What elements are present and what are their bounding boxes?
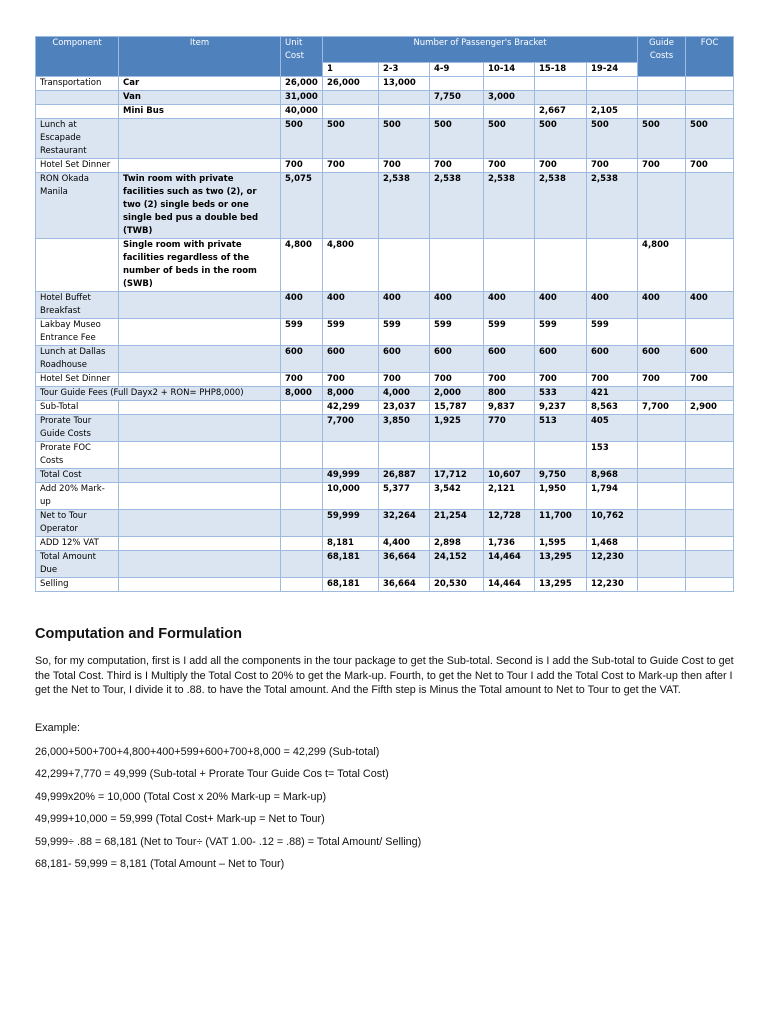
bracket-value-cell: 2,667: [535, 105, 587, 119]
bracket-value-cell: 26,887: [379, 469, 430, 483]
component-cell: Lakbay Museo Entrance Fee: [36, 319, 119, 346]
bracket-value-cell: 2,538: [379, 173, 430, 239]
unit-cost-cell: [281, 401, 323, 415]
example-label: Example:: [35, 721, 81, 734]
bracket-value-cell: [587, 91, 638, 105]
item-cell: [119, 401, 281, 415]
unit-cost-cell: [281, 442, 323, 469]
unit-cost-cell: 40,000: [281, 105, 323, 119]
bracket-value-cell: [430, 105, 484, 119]
bracket-value-cell: [379, 239, 430, 292]
component-cell: Lunch at Dallas Roadhouse: [36, 346, 119, 373]
foc-cell: [686, 105, 734, 119]
foc-cell: [686, 387, 734, 401]
item-cell: Van: [119, 91, 281, 105]
bracket-value-cell: 600: [535, 346, 587, 373]
bracket-value-cell: 3,542: [430, 483, 484, 510]
component-cell: [36, 91, 119, 105]
bracket-value-cell: [587, 239, 638, 292]
bracket-value-cell: 700: [587, 159, 638, 173]
item-cell: [119, 415, 281, 442]
table-row: [36, 551, 734, 578]
table-row: [36, 469, 734, 483]
bracket-value-cell: 8,181: [323, 537, 379, 551]
foc-cell: 2,900: [686, 401, 734, 415]
section-paragraph: So, for my computation, first is I add all the components in the tour package to get the Sub-total. Second is I add the Sub-total to Guide Cost to get the Total Cost. Third is I Multiply the Total Cost to 20% to get the Mark-up. Fourth, to get the Net to Tour I add the Total Cost to Mark-up then after I get the Net to Tour, I divide it to .88. to have the Total amount. And the Fifth step is Minus the Total amount to Net to Tour to get the VAT.: [35, 655, 734, 696]
item-cell: Single room with private facilities regardless of the number of beds in the room (SWB): [119, 239, 281, 292]
guide-cost-cell: [638, 105, 686, 119]
header-guide-line1: Guide: [649, 38, 675, 48]
item-cell: Twin room with private facilities such as two (2), or two (2) single beds or one single bed pus a double bed (TWB): [119, 173, 281, 239]
bracket-value-cell: 2,538: [535, 173, 587, 239]
bracket-value-cell: 3,000: [484, 91, 535, 105]
bracket-value-cell: 2,000: [430, 387, 484, 401]
example-line: 26,000+500+700+4,800+400+599+600+700+8,000 = 42,299 (Sub-total): [35, 745, 380, 758]
table-row: [36, 442, 734, 469]
table-row: [36, 159, 734, 173]
bracket-value-cell: 400: [587, 292, 638, 319]
unit-cost-cell: 599: [281, 319, 323, 346]
component-cell: ADD 12% VAT: [36, 537, 119, 551]
guide-cost-cell: [638, 578, 686, 592]
bracket-value-cell: [379, 91, 430, 105]
unit-cost-cell: 8,000: [281, 387, 323, 401]
bracket-value-cell: 23,037: [379, 401, 430, 415]
guide-cost-cell: [638, 387, 686, 401]
item-cell: [119, 346, 281, 373]
bracket-value-cell: 700: [323, 159, 379, 173]
bracket-value-cell: 700: [484, 373, 535, 387]
bracket-value-cell: 12,728: [484, 510, 535, 537]
bracket-value-cell: [535, 91, 587, 105]
bracket-value-cell: 600: [587, 346, 638, 373]
item-cell: [119, 373, 281, 387]
header-item: Item: [119, 37, 281, 77]
example-line: 42,299+7,770 = 49,999 (Sub-total + Prorate Tour Guide Cos t= Total Cost): [35, 768, 389, 780]
bracket-value-cell: 2,538: [587, 173, 638, 239]
bracket-value-cell: [535, 442, 587, 469]
bracket-value-cell: 9,750: [535, 469, 587, 483]
guide-cost-cell: [638, 77, 686, 91]
unit-cost-cell: [281, 469, 323, 483]
table-row: [36, 578, 734, 592]
bracket-value-cell: [535, 77, 587, 91]
bracket-value-cell: [587, 77, 638, 91]
table-row: [36, 91, 734, 105]
table-row: [36, 239, 734, 292]
bracket-value-cell: 10,000: [323, 483, 379, 510]
table-row: [36, 387, 734, 401]
example-line: 59,999÷ .88 = 68,181 (Net to Tour÷ (VAT 1.00- .12 = .88) = Total Amount/ Selling): [35, 835, 422, 848]
bracket-value-cell: 8,000: [323, 387, 379, 401]
guide-cost-cell: 7,700: [638, 401, 686, 415]
foc-cell: [686, 239, 734, 292]
guide-cost-cell: [638, 442, 686, 469]
bracket-value-cell: 700: [430, 373, 484, 387]
header-unit-cost-line2: Cost: [285, 51, 304, 61]
header-passenger-bracket: Number of Passenger's Bracket: [323, 37, 638, 63]
bracket-value-cell: [323, 105, 379, 119]
bracket-value-cell: 68,181: [323, 578, 379, 592]
component-cell: Sub-Total: [36, 401, 119, 415]
foc-cell: [686, 551, 734, 578]
component-cell: Lunch at Escapade Restaurant: [36, 119, 119, 159]
bracket-value-cell: 500: [379, 119, 430, 159]
header-unit-cost-line1: Unit: [285, 38, 303, 48]
bracket-header-cell: 2-3: [379, 63, 430, 77]
table-row: [36, 510, 734, 537]
header-guide-costs: [638, 37, 686, 77]
bracket-value-cell: 500: [535, 119, 587, 159]
bracket-value-cell: 500: [323, 119, 379, 159]
bracket-value-cell: [430, 442, 484, 469]
unit-cost-cell: [281, 483, 323, 510]
unit-cost-cell: [281, 537, 323, 551]
bracket-value-cell: [323, 442, 379, 469]
bracket-value-cell: 600: [323, 346, 379, 373]
component-cell: Hotel Set Dinner: [36, 159, 119, 173]
bracket-value-cell: 17,712: [430, 469, 484, 483]
bracket-value-cell: 8,968: [587, 469, 638, 483]
bracket-value-cell: 599: [323, 319, 379, 346]
table-row: [36, 119, 734, 159]
item-cell: [119, 510, 281, 537]
unit-cost-cell: 400: [281, 292, 323, 319]
foc-cell: [686, 91, 734, 105]
bracket-value-cell: 68,181: [323, 551, 379, 578]
bracket-value-cell: 1,468: [587, 537, 638, 551]
component-cell: Prorate FOC Costs: [36, 442, 119, 469]
bracket-value-cell: 13,000: [379, 77, 430, 91]
bracket-value-cell: 600: [430, 346, 484, 373]
computation-section: [35, 626, 735, 876]
guide-cost-cell: 700: [638, 159, 686, 173]
bracket-value-cell: 700: [323, 373, 379, 387]
guide-cost-cell: [638, 91, 686, 105]
bracket-value-cell: 1,736: [484, 537, 535, 551]
item-cell: [119, 119, 281, 159]
bracket-value-cell: [535, 239, 587, 292]
table-row: [36, 346, 734, 373]
item-cell: [119, 442, 281, 469]
bracket-value-cell: 700: [535, 373, 587, 387]
bracket-value-cell: 800: [484, 387, 535, 401]
guide-cost-cell: [638, 415, 686, 442]
guide-cost-cell: [638, 551, 686, 578]
item-cell: [119, 469, 281, 483]
bracket-value-cell: 4,800: [323, 239, 379, 292]
guide-cost-cell: 700: [638, 373, 686, 387]
bracket-value-cell: 14,464: [484, 578, 535, 592]
table-row: [36, 483, 734, 510]
foc-cell: [686, 77, 734, 91]
component-cell: Transportation: [36, 77, 119, 91]
component-cell: Net to Tour Operator: [36, 510, 119, 537]
unit-cost-cell: 5,075: [281, 173, 323, 239]
component-cell: [36, 105, 119, 119]
bracket-value-cell: 9,837: [484, 401, 535, 415]
bracket-value-cell: 11,700: [535, 510, 587, 537]
bracket-value-cell: 599: [587, 319, 638, 346]
bracket-value-cell: 700: [379, 373, 430, 387]
unit-cost-cell: 4,800: [281, 239, 323, 292]
foc-cell: [686, 319, 734, 346]
component-cell: Hotel Buffet Breakfast: [36, 292, 119, 319]
guide-cost-cell: [638, 510, 686, 537]
item-cell: [119, 319, 281, 346]
bracket-value-cell: 15,787: [430, 401, 484, 415]
foc-cell: 700: [686, 373, 734, 387]
row-label: Tour Guide Fees (Full Dayx2 + RON= PHP8,000): [36, 387, 281, 401]
header-component: Component: [36, 37, 119, 77]
bracket-value-cell: [323, 173, 379, 239]
table-row: [36, 415, 734, 442]
guide-cost-cell: [638, 319, 686, 346]
bracket-header-cell: 1: [323, 63, 379, 77]
guide-cost-cell: 4,800: [638, 239, 686, 292]
guide-cost-cell: [638, 537, 686, 551]
item-cell: [119, 159, 281, 173]
bracket-value-cell: 599: [379, 319, 430, 346]
foc-cell: [686, 173, 734, 239]
table-row: [36, 173, 734, 239]
bracket-value-cell: 2,121: [484, 483, 535, 510]
bracket-value-cell: 13,295: [535, 551, 587, 578]
component-cell: Total Cost: [36, 469, 119, 483]
unit-cost-cell: 31,000: [281, 91, 323, 105]
guide-cost-cell: [638, 483, 686, 510]
item-cell: Mini Bus: [119, 105, 281, 119]
guide-cost-cell: 600: [638, 346, 686, 373]
bracket-value-cell: 600: [484, 346, 535, 373]
component-cell: Total Amount Due: [36, 551, 119, 578]
bracket-value-cell: 9,237: [535, 401, 587, 415]
bracket-value-cell: 1,950: [535, 483, 587, 510]
bracket-value-cell: 700: [379, 159, 430, 173]
bracket-value-cell: 513: [535, 415, 587, 442]
unit-cost-cell: 500: [281, 119, 323, 159]
bracket-value-cell: 500: [430, 119, 484, 159]
bracket-value-cell: 400: [323, 292, 379, 319]
table-row: [36, 77, 734, 91]
bracket-value-cell: 26,000: [323, 77, 379, 91]
unit-cost-cell: [281, 415, 323, 442]
bracket-value-cell: 8,563: [587, 401, 638, 415]
bracket-value-cell: 599: [535, 319, 587, 346]
table-body: [36, 77, 734, 592]
bracket-value-cell: [323, 91, 379, 105]
bracket-value-cell: 1,595: [535, 537, 587, 551]
bracket-value-cell: 4,000: [379, 387, 430, 401]
bracket-value-cell: [379, 442, 430, 469]
foc-cell: 600: [686, 346, 734, 373]
bracket-value-cell: [484, 105, 535, 119]
unit-cost-cell: 700: [281, 159, 323, 173]
bracket-value-cell: 21,254: [430, 510, 484, 537]
bracket-value-cell: 5,377: [379, 483, 430, 510]
foc-cell: [686, 578, 734, 592]
bracket-value-cell: 10,762: [587, 510, 638, 537]
bracket-value-cell: 599: [484, 319, 535, 346]
bracket-value-cell: 2,538: [484, 173, 535, 239]
bracket-value-cell: 700: [587, 373, 638, 387]
unit-cost-cell: [281, 578, 323, 592]
bracket-value-cell: 14,464: [484, 551, 535, 578]
component-cell: [36, 239, 119, 292]
component-cell: RON Okada Manila: [36, 173, 119, 239]
bracket-value-cell: [484, 77, 535, 91]
item-cell: [119, 483, 281, 510]
bracket-value-cell: 770: [484, 415, 535, 442]
component-cell: Add 20% Mark-up: [36, 483, 119, 510]
bracket-header-cell: 15-18: [535, 63, 587, 77]
bracket-value-cell: 500: [587, 119, 638, 159]
table-row: [36, 537, 734, 551]
foc-cell: [686, 442, 734, 469]
bracket-value-cell: [484, 239, 535, 292]
bracket-value-cell: 36,664: [379, 551, 430, 578]
bracket-header-cell: 4-9: [430, 63, 484, 77]
bracket-value-cell: 32,264: [379, 510, 430, 537]
guide-cost-cell: 400: [638, 292, 686, 319]
bracket-value-cell: 1,925: [430, 415, 484, 442]
bracket-value-cell: [430, 77, 484, 91]
unit-cost-cell: [281, 510, 323, 537]
bracket-value-cell: [379, 105, 430, 119]
bracket-value-cell: 10,607: [484, 469, 535, 483]
bracket-value-cell: 700: [484, 159, 535, 173]
header-guide-line2: Costs: [649, 51, 674, 61]
unit-cost-cell: 26,000: [281, 77, 323, 91]
bracket-value-cell: 12,230: [587, 551, 638, 578]
foc-cell: 400: [686, 292, 734, 319]
foc-cell: [686, 469, 734, 483]
bracket-value-cell: 24,152: [430, 551, 484, 578]
bracket-value-cell: 49,999: [323, 469, 379, 483]
item-cell: [119, 292, 281, 319]
table-row: [36, 373, 734, 387]
bracket-value-cell: 1,794: [587, 483, 638, 510]
bracket-value-cell: 405: [587, 415, 638, 442]
foc-cell: [686, 483, 734, 510]
bracket-value-cell: 2,538: [430, 173, 484, 239]
bracket-value-cell: 7,750: [430, 91, 484, 105]
unit-cost-cell: 600: [281, 346, 323, 373]
header-unit-cost: [281, 37, 323, 77]
table-row: [36, 319, 734, 346]
example-line: 49,999+10,000 = 59,999 (Total Cost+ Mark-up = Net to Tour): [35, 813, 325, 825]
table-row: [36, 401, 734, 415]
item-cell: [119, 578, 281, 592]
item-cell: Car: [119, 77, 281, 91]
component-cell: Selling: [36, 578, 119, 592]
bracket-header-cell: 10-14: [484, 63, 535, 77]
example-list: [35, 741, 735, 876]
bracket-value-cell: 2,898: [430, 537, 484, 551]
bracket-value-cell: 3,850: [379, 415, 430, 442]
item-cell: [119, 537, 281, 551]
bracket-value-cell: 20,530: [430, 578, 484, 592]
bracket-value-cell: 421: [587, 387, 638, 401]
bracket-value-cell: 2,105: [587, 105, 638, 119]
component-cell: Hotel Set Dinner: [36, 373, 119, 387]
foc-cell: [686, 510, 734, 537]
bracket-value-cell: 533: [535, 387, 587, 401]
bracket-value-cell: 400: [535, 292, 587, 319]
cost-table: [35, 36, 734, 592]
bracket-value-cell: 7,700: [323, 415, 379, 442]
bracket-value-cell: 700: [430, 159, 484, 173]
table-row: [36, 105, 734, 119]
table-row: [36, 292, 734, 319]
bracket-value-cell: 4,400: [379, 537, 430, 551]
foc-cell: [686, 537, 734, 551]
bracket-value-cell: 42,299: [323, 401, 379, 415]
bracket-header-cell: 19-24: [587, 63, 638, 77]
foc-cell: [686, 415, 734, 442]
bracket-value-cell: 400: [430, 292, 484, 319]
foc-cell: 700: [686, 159, 734, 173]
guide-cost-cell: [638, 173, 686, 239]
bracket-value-cell: [430, 239, 484, 292]
bracket-value-cell: 600: [379, 346, 430, 373]
bracket-value-cell: 700: [535, 159, 587, 173]
bracket-value-cell: 400: [379, 292, 430, 319]
item-cell: [119, 551, 281, 578]
unit-cost-cell: [281, 551, 323, 578]
bracket-value-cell: 500: [484, 119, 535, 159]
unit-cost-cell: 700: [281, 373, 323, 387]
component-cell: Prorate Tour Guide Costs: [36, 415, 119, 442]
bracket-value-cell: 12,230: [587, 578, 638, 592]
example-line: 68,181- 59,999 = 8,181 (Total Amount – Net to Tour): [35, 858, 285, 870]
bracket-value-cell: [484, 442, 535, 469]
bracket-value-cell: 400: [484, 292, 535, 319]
bracket-value-cell: 13,295: [535, 578, 587, 592]
header-foc: FOC: [686, 37, 734, 77]
bracket-value-cell: 153: [587, 442, 638, 469]
example-line: 49,999x20% = 10,000 (Total Cost x 20% Mark-up = Mark-up): [35, 790, 327, 803]
bracket-value-cell: 36,664: [379, 578, 430, 592]
section-title: Computation and Formulation: [35, 626, 243, 642]
foc-cell: 500: [686, 119, 734, 159]
guide-cost-cell: [638, 469, 686, 483]
guide-cost-cell: 500: [638, 119, 686, 159]
bracket-value-cell: 599: [430, 319, 484, 346]
bracket-value-cell: 59,999: [323, 510, 379, 537]
